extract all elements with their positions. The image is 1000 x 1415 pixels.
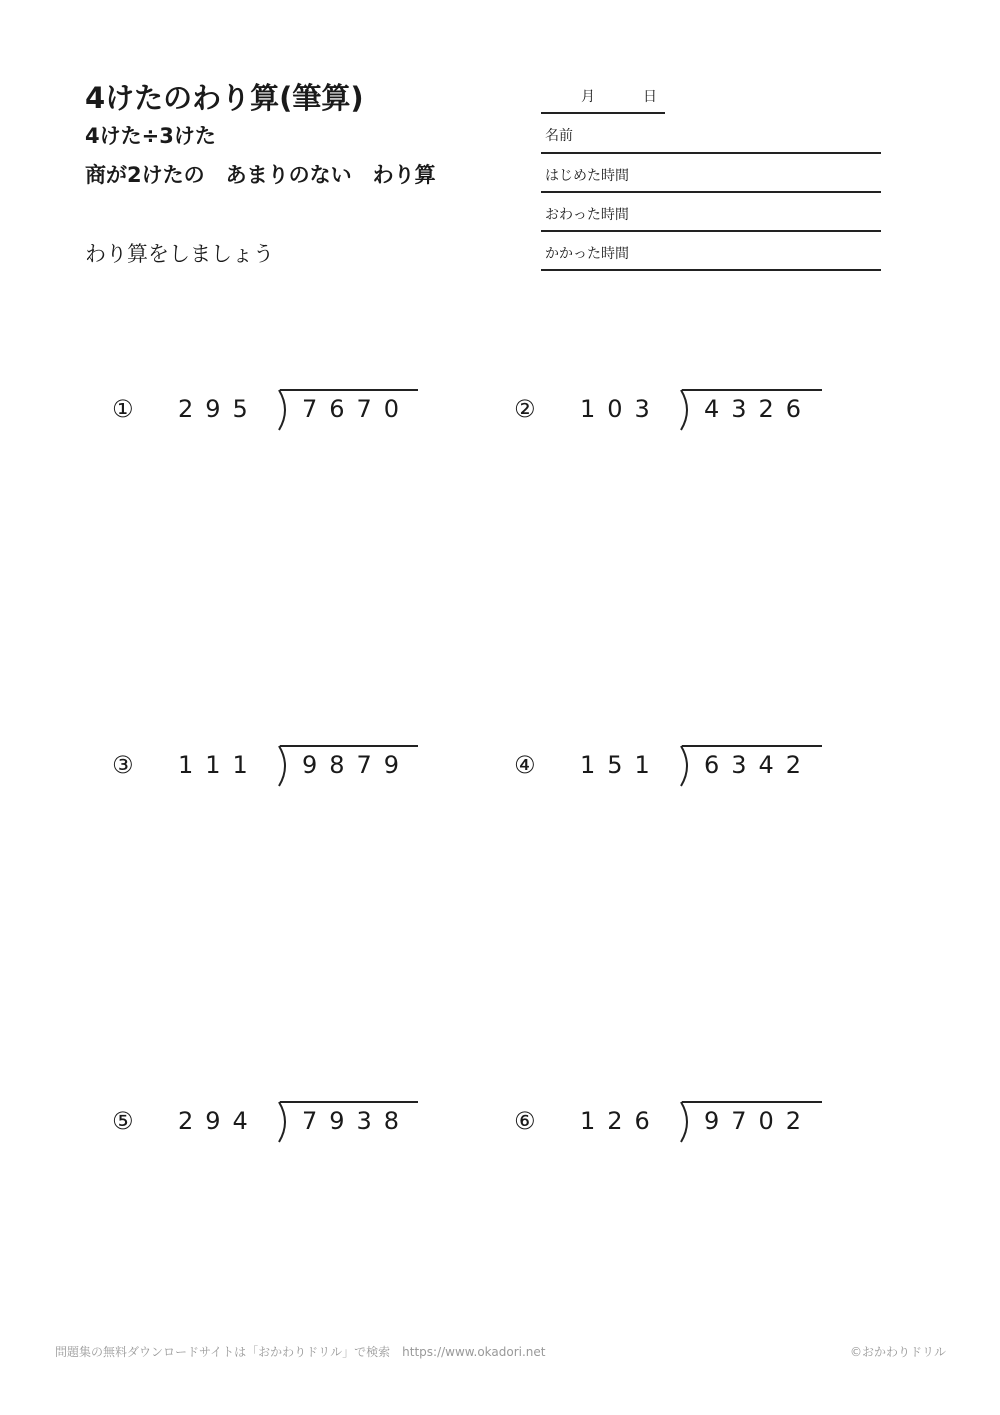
problem-number: ③ xyxy=(112,751,134,779)
start-time-label: はじめた時間 xyxy=(545,168,629,184)
footer-site-note: 問題集の無料ダウンロードサイトは「おかわりドリル」で検索 https://www.okadori.net xyxy=(55,1345,546,1359)
end-time-line xyxy=(541,230,881,232)
problem-1 xyxy=(112,389,442,445)
divisor: 111 xyxy=(178,751,260,779)
day-label: 日 xyxy=(643,89,657,105)
problem-number: ② xyxy=(514,395,536,423)
problem-2 xyxy=(514,389,844,445)
elapsed-time-line xyxy=(541,269,881,271)
dividend: 9879 xyxy=(302,751,412,779)
problem-number: ⑥ xyxy=(514,1107,536,1135)
date-line xyxy=(541,112,665,114)
divisor: 294 xyxy=(178,1107,260,1135)
footer-copyright: ©おかわりドリル xyxy=(850,1345,947,1359)
division-bracket xyxy=(677,1101,691,1143)
dividend: 9702 xyxy=(704,1107,814,1135)
start-time-line xyxy=(541,191,881,193)
instruction-text: わり算をしましょう xyxy=(85,242,274,266)
division-bar xyxy=(682,745,822,747)
division-bar xyxy=(280,1101,418,1103)
problem-6 xyxy=(514,1101,844,1157)
problem-number: ④ xyxy=(514,751,536,779)
division-bar xyxy=(280,745,418,747)
dividend: 7670 xyxy=(302,395,412,423)
divisor: 295 xyxy=(178,395,260,423)
worksheet-subtitle: 4けた÷3けた xyxy=(85,124,216,148)
worksheet-description: 商が2けたの あまりのない わり算 xyxy=(85,163,436,187)
division-bracket xyxy=(677,389,691,431)
division-bracket xyxy=(275,1101,289,1143)
name-line xyxy=(541,152,881,154)
elapsed-time-label: かかった時間 xyxy=(545,246,629,262)
dividend: 7938 xyxy=(302,1107,412,1135)
division-bar xyxy=(280,389,418,391)
dividend: 6342 xyxy=(704,751,814,779)
division-bar xyxy=(682,389,822,391)
divisor: 103 xyxy=(580,395,662,423)
divisor: 151 xyxy=(580,751,662,779)
divisor: 126 xyxy=(580,1107,662,1135)
problem-5 xyxy=(112,1101,442,1157)
division-bar xyxy=(682,1101,822,1103)
dividend: 4326 xyxy=(704,395,814,423)
problem-3 xyxy=(112,745,442,801)
problem-number: ① xyxy=(112,395,134,423)
problem-number: ⑤ xyxy=(112,1107,134,1135)
month-label: 月 xyxy=(581,89,595,105)
end-time-label: おわった時間 xyxy=(545,207,629,223)
division-bracket xyxy=(677,745,691,787)
division-bracket xyxy=(275,389,289,431)
worksheet-title: 4けたのわり算(筆算) xyxy=(85,81,364,115)
problem-4 xyxy=(514,745,844,801)
division-bracket xyxy=(275,745,289,787)
name-label: 名前 xyxy=(545,128,573,144)
